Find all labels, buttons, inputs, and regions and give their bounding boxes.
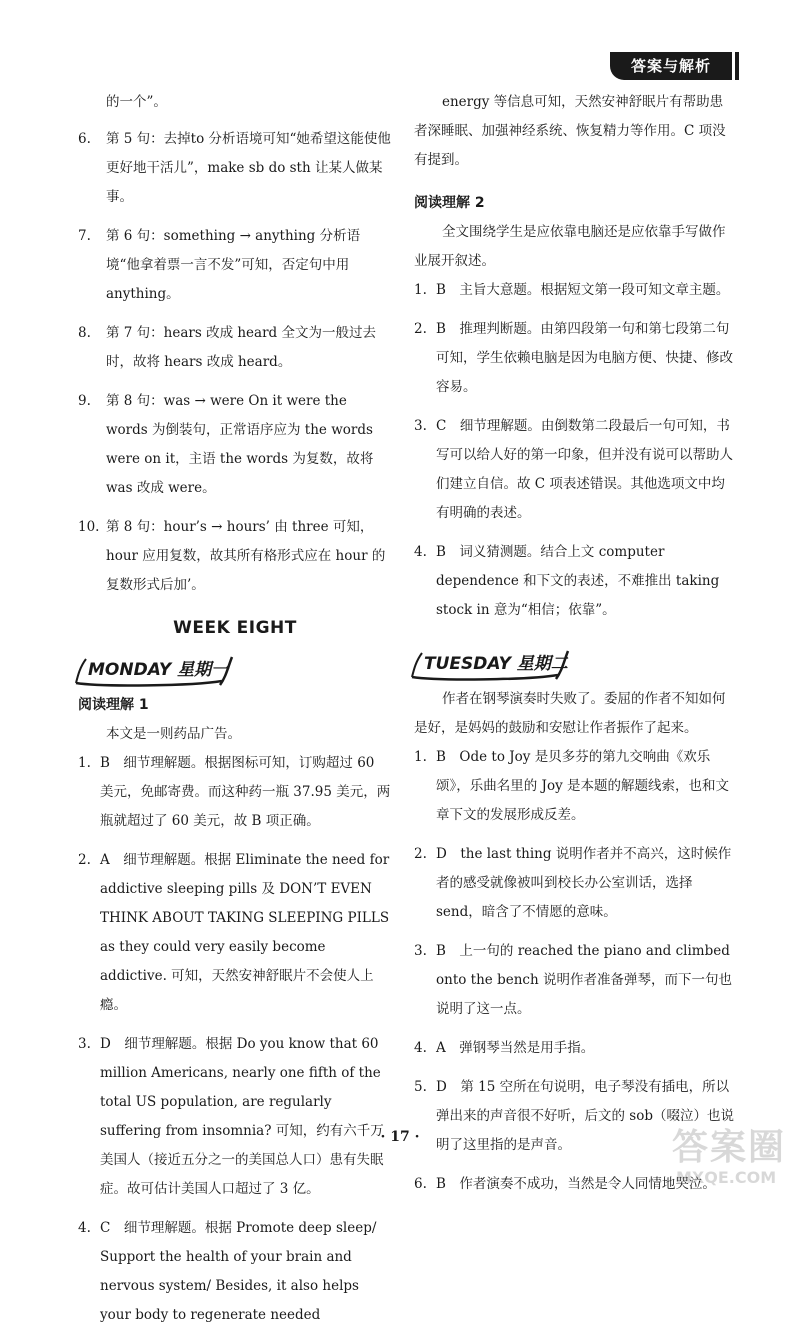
item-text: 第 5 句：去掉to 分析语境可知“她希望这能使他更好地干活儿”，make sb do sth 让某人做某事。: [106, 131, 391, 205]
intro-text: 全文围绕学生是应依靠电脑还是应依靠手写做作业展开叙述。: [414, 224, 726, 269]
list-item: [78, 1214, 392, 1330]
list-item: [414, 937, 734, 1024]
item-text: B 作者演奏不成功，当然是令人同情地哭泣。: [436, 1176, 716, 1192]
item-text: A 弹钢琴当然是用手指。: [436, 1040, 595, 1056]
item-number: 4.: [78, 1220, 91, 1236]
list-item: [78, 387, 392, 503]
section-title: 阅读理解 2: [414, 195, 485, 211]
item-number: 2.: [78, 852, 91, 868]
site-watermark-logo: [672, 1128, 792, 1196]
list-item: [414, 840, 734, 927]
item-text: D 细节理解题。根据 Do you know that 60 million Americans, nearly one fifth of the total US population, are regularly suffering from insomnia? 可知，约有六千万美国人（接近五分之一的美国总人口）患有失眠症。故可估计美国人口超过了 3 亿。: [100, 1036, 384, 1197]
intro-text: 本文是一则药品广告。: [106, 726, 241, 742]
item-text: 第 8 句：hour’s → hours’ 由 three 可知，hour 应用复数，故其所有格形式应在 hour 的复数形式后加’。: [106, 519, 386, 593]
item-number: 1.: [78, 755, 91, 771]
list-item: [78, 846, 392, 1020]
item-text: D the last thing 说明作者并不高兴，这时候作者的感受就像被叫到校长办公室训话，选择 send，暗含了不情愿的意味。: [436, 846, 732, 920]
watermark-line2: MXQE.COM: [676, 1168, 777, 1187]
list-item: [78, 319, 392, 377]
item-number: 9.: [78, 393, 91, 409]
item-text: B 主旨大意题。根据短文第一段可知文章主题。: [436, 282, 730, 298]
list-item: [78, 1030, 392, 1204]
item-text: B 词义猜测题。结合上文 computer dependence 和下文的表述，不难推出 taking stock in 意为“相信；依靠”。: [436, 544, 720, 618]
section-header-tab: 答案与解析: [610, 52, 732, 80]
item-number: 1.: [414, 282, 427, 298]
item-text: B 上一句的 reached the piano and climbed onto the bench 说明作者准备弹琴，而下一句也说明了这一点。: [436, 943, 732, 1017]
item-text: B 细节理解题。根据图标可知，订购超过 60 美元，免邮寄费。而这种药一瓶 37.95 美元，两瓶就超过了 60 美元，故 B 项正确。: [100, 755, 391, 829]
day-banner-tuesday: [414, 647, 734, 683]
item-number: 4.: [414, 1040, 427, 1056]
item-text: B 推理判断题。由第四段第一句和第七段第二句可知，学生依赖电脑是因为电脑方便、快捷、修改容易。: [436, 321, 733, 395]
item-text: A 细节理解题。根据 Eliminate the need for addictive sleeping pills 及 DON’T EVEN THINK ABOUT TAKING SLEEPING PILLS as they could very easily become addictive. 可知，天然安神舒眠片不会使人上瘾。: [100, 852, 390, 1013]
list-item: [414, 276, 734, 305]
item-number: 8.: [78, 325, 91, 341]
item-number: 2.: [414, 321, 427, 337]
list-item: [414, 315, 734, 402]
list-item: [78, 125, 392, 212]
item-number: 4.: [414, 544, 427, 560]
item-text: D 第 15 空所在句说明，电子琴没有插电，所以弹出来的声音很不好听，后文的 sob（啜泣）也说明了这里指的是声音。: [436, 1079, 734, 1153]
item-number: 1.: [414, 749, 427, 765]
list-item: [78, 513, 392, 600]
watermark-line1: 答案圈: [672, 1127, 787, 1168]
item-number: 10.: [78, 519, 100, 535]
item-text: 第 8 句：was → were On it were the words 为倒装句，正常语序应为 the words were on it，主语 the words 为复数，故将 was 改成 were。: [106, 393, 374, 496]
item-number: 2.: [414, 846, 427, 862]
item-number: 6.: [78, 131, 91, 147]
intro-text: 作者在钢琴演奏时失败了。委屈的作者不知如何是好，是妈妈的鼓励和安慰让作者振作了起来。: [414, 691, 726, 736]
item-text: B Ode to Joy 是贝多芬的第九交响曲《欢乐颂》，乐曲名里的 Joy 是本题的解题线索，也和文章下文的发展形成反差。: [436, 749, 729, 823]
list-item: [414, 538, 734, 625]
continued-text: energy 等信息可知，天然安神舒眠片有帮助患者深睡眠、加强神经系统、恢复精力等作用。C 项没有提到。: [414, 94, 726, 168]
right-column: [414, 88, 734, 1201]
section-title: 阅读理解 1: [78, 697, 149, 713]
header-bar: [735, 52, 739, 80]
list-item: [414, 1034, 734, 1063]
list-item: [78, 749, 392, 836]
day-label: TUESDAY 星期二: [424, 654, 568, 674]
item-number: 6.: [414, 1176, 427, 1192]
item-number: 5.: [414, 1079, 427, 1095]
item-text: 第 7 句：hears 改成 heard 全文为一般过去时，故将 hears 改成 heard。: [106, 325, 376, 370]
list-item: [78, 222, 392, 309]
item-number: 3.: [78, 1036, 91, 1052]
day-label: MONDAY 星期一: [88, 660, 229, 680]
page-number: · 17 ·: [380, 1129, 420, 1145]
item-text: C 细节理解题。根据 Promote deep sleep/ Support the health of your brain and nervous system/ Besides, it also helps your body to regenerate needed: [100, 1220, 377, 1323]
item-text: 第 6 句：something → anything 分析语境“他拿着票一言不发”可知，否定句中用 anything。: [106, 228, 361, 302]
day-banner-monday: [78, 653, 392, 689]
item-text: C 细节理解题。由倒数第二段最后一句可知，书写可以给人好的第一印象，但并没有说可以帮助人们建立自信。故 C 项表述错误。其他选项文中均有明确的表述。: [436, 418, 733, 521]
list-item: [414, 412, 734, 528]
continued-text: 的一个”。: [106, 94, 167, 110]
item-number: 3.: [414, 943, 427, 959]
item-number: 3.: [414, 418, 427, 434]
list-item: [414, 743, 734, 830]
item-number: 7.: [78, 228, 91, 244]
week-heading: WEEK EIGHT: [173, 618, 297, 638]
